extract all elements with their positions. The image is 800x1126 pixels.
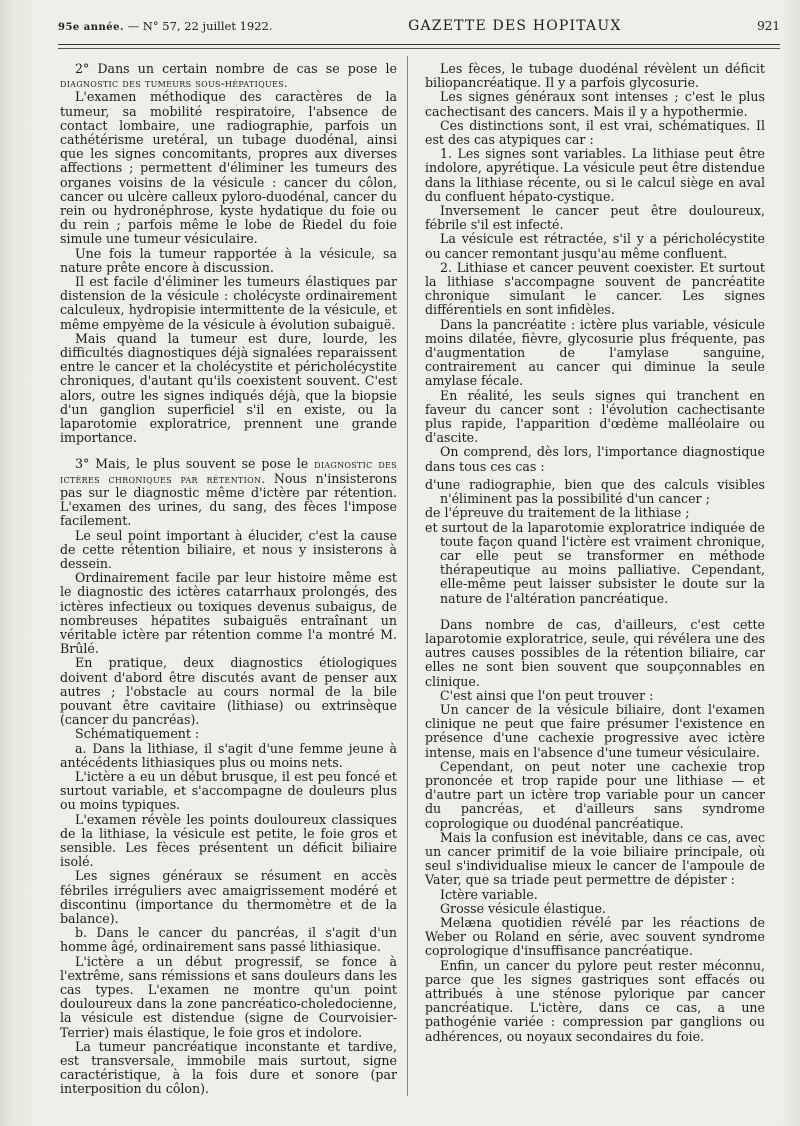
- paragraph: Les signes généraux sont intenses ; c'est le plus cachectisant des cancers. Mais il y a hypothermie.: [425, 89, 765, 119]
- left-column: [60, 62, 397, 1097]
- issue-number: — N° 57, 22 juillet 1922.: [127, 19, 273, 33]
- paragraph: Le seul point important à élucider, c'est la cause de cette rétention biliaire, et nous y insisterons à dessein.: [60, 527, 397, 571]
- paragraph: L'ictère a eu un début brusque, il est peu foncé et surtout variable, et s'accompagne de douleurs plus ou moins typiques.: [60, 768, 397, 813]
- paragraph: Dans la pancréatite : ictère plus variable, vésicule moins dilatée, fièvre, glycosurie plus fréquente, pas d'augmentation de l'amylase sanguine, contrairement au cancer qui diminue la seule amylase fécale.: [425, 316, 765, 389]
- section-heading: diagnostic des tumeurs sous-hépatiques.: [60, 76, 288, 91]
- paragraph: Mais la confusion est inévitable, dans ce cas, avec un cancer primitif de la voie biliaire principale, où seul s'individualise mieux le cancer de l'ampoule de Vater, que sa triade peut permettre de dépister :: [425, 829, 765, 888]
- paragraph: [60, 62, 397, 90]
- paragraph: et surtout de la laparotomie exploratrice indiquée de toute façon quand l'ictère est vraiment chronique, car elle peut se transformer en méthode thérapeutique au moins palliative. Cependant, elle-même peut laisser subsister le doute sur la nature de l'altération pancréatique.: [425, 519, 765, 606]
- page-header: [58, 18, 780, 40]
- paragraph: La vésicule est rétractée, s'il y a péricholécystite ou cancer remontant jusqu'au même confluent.: [425, 231, 765, 261]
- paragraph: Il est facile d'éliminer les tumeurs élastiques par distension de la vésicule : cholécyste ordinairement calculeux, hydropisie intermittente de la vésicule, et même empyème de la vésicule à évolution subaiguë.: [60, 274, 397, 332]
- journal-title: GAZETTE DES HOPITAUX: [408, 18, 622, 34]
- paragraph: Un cancer de la vésicule biliaire, dont l'examen clinique ne peut que faire présumer l'existence en présence d'une cachexie progressive avec ictère intense, mais en l'absence d'une tumeur vésiculaire.: [425, 701, 765, 760]
- page-number: 921: [757, 19, 780, 33]
- paragraph-body: Nous n'insisterons pas sur le diagnostic même d'ictère par rétention. L'examen des urines, du sang, des fèces l'impose facilement.: [60, 470, 397, 529]
- paragraph: La tumeur pancréatique inconstante et tardive, est transversale, immobile mais surtout, signe caractéristique, à la fois dure et sonore (par interposition du côlon).: [60, 1038, 397, 1097]
- paragraph: Grosse vésicule élastique.: [440, 900, 606, 916]
- paragraph: Inversement le cancer peut être douloureux, fébrile s'il est infecté.: [425, 203, 765, 233]
- paragraph: En pratique, deux diagnostics étiologiques doivent d'abord être discutés avant de penser aux autres ; l'obstacle au cours normal de la bile pouvant être cavitaire (lithiase) ou extrinsèque (cancer du pancréas).: [60, 655, 397, 728]
- paragraph: b. Dans le cancer du pancréas, il s'agit d'un homme âgé, ordinairement sans passé lithiasique.: [60, 925, 397, 955]
- paragraph: 1. Les signes sont variables. La lithiase peut être indolore, apyrétique. La vésicule peut être distendue dans la lithiase récente, ou si le calcul siège en aval du confluent hépato-cystique.: [425, 146, 765, 204]
- section-heading: diagnostic des ictères chroniques par rétention.: [60, 457, 397, 486]
- paragraph: Ces distinctions sont, il est vrai, schématiques. Il est des cas atypiques car :: [425, 117, 765, 148]
- paragraph: a. Dans la lithiase, il s'agit d'une femme jeune à antécédents lithiasiques plus ou moins nets.: [60, 740, 397, 770]
- paragraph: Schématiquement :: [75, 726, 200, 742]
- paragraph: C'est ainsi que l'on peut trouver :: [440, 687, 654, 703]
- paragraph: Les signes généraux se résument en accès fébriles irréguliers avec amaigrissement modéré et discontinu (importance du thermomètre et de la balance).: [60, 868, 397, 926]
- paragraph: Une fois la tumeur rapportée à la vésicule, sa nature prête encore à discussion.: [60, 245, 397, 275]
- paragraph: Les fèces, le tubage duodénal révèlent un déficit biliopancréatique. Il y a parfois glycosurie.: [425, 61, 765, 91]
- paragraph: Dans nombre de cas, d'ailleurs, c'est cette laparotomie exploratrice, seule, qui révélera une des autres causes possibles de la rétention biliaire, car elles ne sont bien souvent que soupçonnables en clinique.: [425, 616, 765, 689]
- paragraph: L'examen méthodique des caractères de la tumeur, sa mobilité respiratoire, l'absence de contact lombaire, une radiographie, parfois un cathétérisme uretéral, un tubage duodénal, ainsi que les signes concomitants, propres aux diverses affections ; permettent d'éliminer les tumeurs des organes voisins de la vésicule : cancer du côlon, cancer ou ulcère calleux pyloro-duodénal, cancer du rein ou hydronéphrose, kyste hydatique du foie ou du rein ; parfois même le lobe de Riedel du foie simule une tumeur vésiculaire.: [60, 89, 397, 247]
- paragraph: Ordinairement facile par leur histoire même est le diagnostic des ictères catarrhaux prolongés, des ictères infectieux ou toxiques devenus subaigus, de nombreuses hépatites subaiguës entraînant un véritable ictère par rétention comme l'a montré M. Brûlé.: [60, 570, 397, 657]
- paragraph: d'une radiographie, bien que des calculs visibles n'éliminent pas la possibilité d'un cancer ;: [425, 476, 765, 507]
- paragraph: Ictère variable.: [440, 886, 538, 902]
- paragraph: En réalité, les seuls signes qui tranchent en faveur du cancer sont : l'évolution cachectisante plus rapide, l'apparition d'œdème malléolaire ou d'ascite.: [425, 387, 765, 446]
- paragraph: L'ictère a un début progressif, se fonce à l'extrême, sans rémissions et sans douleurs dans les cas types. L'examen ne montre qu'un point douloureux dans la zone pancréatico-choledocienne, la vésicule est distendue (signe de Courvoisier-Terrier) mais élastique, le foie gros et indolore.: [60, 953, 397, 1040]
- header-rule-secondary: [58, 48, 780, 49]
- paragraph: On comprend, dès lors, l'importance diagnostique dans tous ces cas :: [425, 444, 765, 474]
- paragraph: Cependant, on peut noter une cachexie trop prononcée et trop rapide pour une lithiase — et d'autre part un ictère trop variable pour un cancer du pancréas, et d'ailleurs sans syndrome coprologique ou duodénal pancréatique.: [425, 758, 765, 831]
- paragraph: Mais quand la tumeur est dure, lourde, les difficultés diagnostiques déjà signalées reparaissent entre le cancer et la cholécystite et péricholécystite chroniques, d'autant qu'ils coexistent souvent. C'est alors, outre les signes indiqués déjà, que la biopsie d'un ganglion superficiel s'il en existe, ou la laparotomie exploratrice, prennent une grande importance.: [60, 330, 397, 446]
- issue-info: [58, 19, 273, 33]
- issue-year: 95e année.: [58, 22, 124, 33]
- paragraph: [60, 457, 397, 528]
- paragraph: Enfin, un cancer du pylore peut rester méconnu, parce que les signes gastriques sont effacés ou attribués à une sténose pylorique par cancer pancréatique. L'ictère, dans ce cas, a une pathogénie variée : compression par ganglions ou adhérences, ou noyaux secondaires du foie.: [425, 957, 765, 1044]
- paragraph: 2. Lithiase et cancer peuvent coexister. Et surtout la lithiase s'accompagne souvent de pancréatite chronique simulant le cancer. Les signes différentiels en sont infidèles.: [425, 259, 765, 318]
- paragraph-lead: 3° Mais, le plus souvent se pose le: [75, 456, 315, 472]
- paragraph: L'examen révèle les points douloureux classiques de la lithiase, la vésicule est petite, le foie gros et sensible. Les fèces présentent un déficit biliaire isolé.: [60, 811, 397, 870]
- header-rule: [58, 44, 780, 45]
- paragraph-lead: 2° Dans un certain nombre de cas se pose le: [75, 61, 397, 76]
- paragraph: de l'épreuve du traitement de la lithiase ;: [425, 505, 690, 521]
- paragraph: Melæna quotidien révélé par les réactions de Weber ou Roland en série, avec souvent syndrome coprologique d'insuffisance pancréatique.: [425, 914, 765, 959]
- column-divider: [407, 56, 408, 1096]
- right-column: [425, 62, 765, 1044]
